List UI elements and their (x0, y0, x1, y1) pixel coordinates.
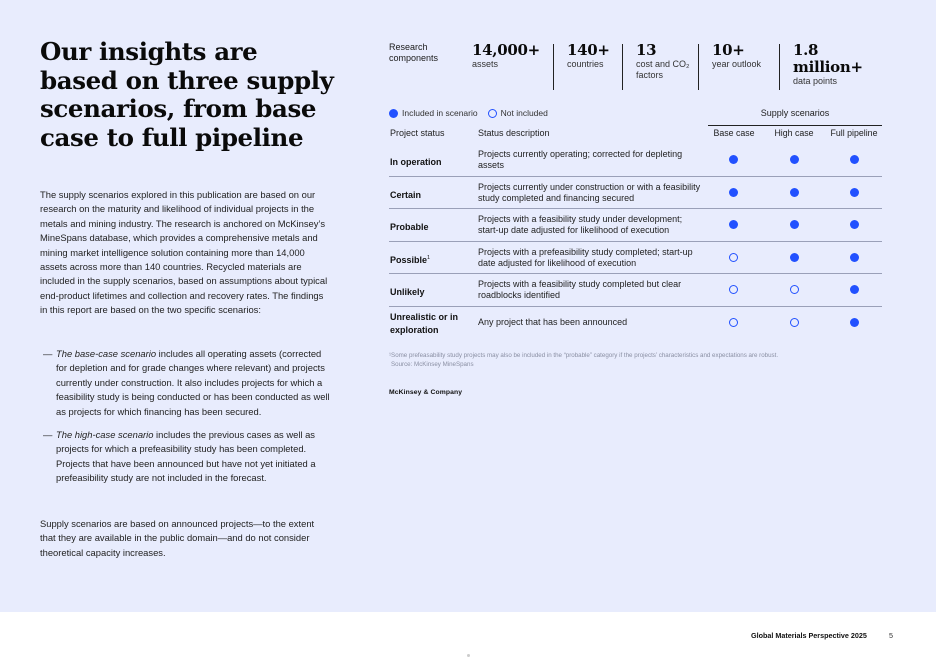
filled-circle-icon (850, 220, 859, 229)
legend-not-included (488, 108, 548, 118)
row-scenario-cell (764, 285, 824, 294)
col-base-case: Base case (713, 128, 755, 138)
filled-circle-icon (850, 188, 859, 197)
row-scenario-cell (703, 253, 763, 262)
row-description: Projects currently operating; corrected for depleting assets (478, 149, 683, 170)
scenario-bullets (40, 347, 332, 495)
stat-number: 14,000+ (472, 41, 540, 59)
row-scenario-cell (764, 155, 824, 164)
row-status (390, 312, 460, 335)
bullet-lead: The base-case scenario (56, 348, 157, 359)
bullet-text: includes the previous cases as well as projects for which a prefeasibility study has been completed. Projects that have been announced but have not yet initiated a prefeasibility study are not included in the forecast. (56, 429, 316, 484)
table-row (389, 273, 882, 305)
stat-countries (567, 42, 610, 70)
row-description: Any project that has been announced (478, 317, 628, 327)
table-row (389, 241, 882, 273)
scenario-header-rule (708, 125, 882, 126)
footnote-block (389, 352, 849, 369)
footer-publication-title: Global Materials Perspective 2025 (751, 631, 867, 640)
legend-included (389, 108, 478, 118)
bullet-lead: The high-case scenario (56, 429, 154, 441)
stat-number: 1.8 million+ (793, 41, 863, 76)
page-marker (467, 654, 470, 657)
row-status-label: In operation (390, 157, 442, 167)
empty-circle-icon (790, 318, 799, 327)
row-scenario-cell (703, 155, 763, 164)
legend-not-included-label: Not included (500, 108, 548, 118)
row-footnote-marker: 1 (427, 255, 431, 261)
table-row (389, 306, 882, 338)
divider (779, 44, 780, 90)
row-scenario-cell (824, 253, 884, 262)
row-status (390, 253, 478, 266)
row-description: Projects with a prefeasibility study completed; start-up date adjusted for likelihood of execution (478, 247, 693, 268)
stat-assets (472, 42, 540, 70)
divider (553, 44, 554, 90)
row-status (390, 155, 478, 168)
footnote: ¹Some prefeasability study projects may also be included in the “probable” category if the projects’ characteristics and expectations are robust. (389, 352, 779, 359)
row-scenario-cell (764, 188, 824, 197)
table-row (389, 208, 882, 240)
stat-number: 13 (636, 41, 657, 59)
row-status (390, 285, 478, 298)
row-scenario-cell (824, 318, 884, 327)
row-scenario-cell (703, 220, 763, 229)
page-title: Our insights are based on three supply scenarios, from base case to full pipeline (40, 37, 334, 152)
filled-circle-icon (729, 188, 738, 197)
stat-label: year outlook (712, 59, 762, 69)
row-scenario-cell (824, 220, 884, 229)
closing-paragraph: Supply scenarios are based on announced projects—to the extent that they are available in the public domain—and do not consider theoretical capacity increases. (40, 518, 315, 558)
empty-circle-icon (729, 285, 738, 294)
divider (622, 44, 623, 90)
empty-circle-icon (790, 285, 799, 294)
filled-circle-icon (790, 155, 799, 164)
bullet-dash: — (43, 348, 53, 359)
row-description: Projects with a feasibility study completed but clear roadblocks identified (478, 279, 682, 300)
col-project-status: Project status (390, 128, 445, 138)
filled-circle-icon (850, 318, 859, 327)
filled-circle-icon (790, 253, 799, 262)
stat-label: assets (472, 59, 499, 69)
filled-circle-icon (790, 220, 799, 229)
bullet-base-case (40, 347, 332, 419)
row-status-label: Possible (390, 255, 428, 265)
bullet-high-case (40, 428, 332, 486)
stat-label: countries (567, 59, 604, 69)
filled-circle-icon (729, 220, 738, 229)
divider (698, 44, 699, 90)
row-scenario-cell (824, 155, 884, 164)
filled-circle-icon (850, 155, 859, 164)
intro-paragraph: The supply scenarios explored in this publication are based on our research on the maturity and likelihood of individual projects in the metals and mining industry. The research is anchored on McKinsey’s MineSpans database, which provides a comprehensive metals and mining market intelligence solution containing more than 14,000 assets across more than 140 countries. Recycled materials are included in the supply scenarios, based on assumptions about typical end-product lifetimes and collection and recovery rates. The findings in this report are based on the two specific scenarios: (40, 189, 328, 316)
legend-included-label: Included in scenario (402, 108, 478, 118)
filled-circle-icon (850, 285, 859, 294)
row-status-label: Certain (390, 190, 422, 200)
row-status-label: Unlikely (390, 287, 425, 297)
filled-circle-icon (850, 253, 859, 262)
col-full-pipeline: Full pipeline (830, 128, 878, 138)
col-high-case: High case (774, 128, 814, 138)
stat-factors (636, 42, 698, 81)
page-number: 5 (889, 631, 893, 640)
filled-circle-icon (790, 188, 799, 197)
row-scenario-cell (764, 318, 824, 327)
legend (389, 108, 558, 118)
table-row (389, 144, 882, 176)
row-description: Projects with a feasibility study under development; start-up date adjusted for likelihood of execution (478, 214, 683, 235)
row-status (390, 220, 478, 233)
row-scenario-cell (824, 188, 884, 197)
brand-credit: McKinsey & Company (389, 389, 463, 396)
stat-label: cost and CO₂ factors (636, 59, 690, 80)
filled-circle-icon (389, 109, 398, 118)
empty-circle-icon (488, 109, 497, 118)
bullet-text: includes all operating assets (corrected for depletion and for grade changes where relevant) and projects currently under construction. It also includes projects for which a feasibility study is being conducted or has been conducted as well as projects for which financing has been secured. (56, 348, 330, 417)
row-scenario-cell (703, 318, 763, 327)
stat-data-points (793, 42, 884, 87)
empty-circle-icon (729, 318, 738, 327)
stat-outlook (712, 42, 761, 70)
row-scenario-cell (764, 220, 824, 229)
bullet-dash: — (43, 429, 53, 441)
row-description: Projects currently under construction or with a feasibility study completed and financing secured (478, 182, 701, 203)
row-status (390, 188, 478, 201)
row-status-label: Unrealistic or in exploration (390, 312, 459, 335)
row-scenario-cell (703, 285, 763, 294)
stat-number: 10+ (712, 41, 745, 59)
empty-circle-icon (729, 253, 738, 262)
row-scenario-cell (703, 188, 763, 197)
row-scenario-cell (824, 285, 884, 294)
table-row (389, 176, 882, 208)
stat-label: data points (793, 76, 838, 86)
filled-circle-icon (729, 155, 738, 164)
research-components-strip (389, 42, 884, 90)
supply-scenarios-header: Supply scenarios (760, 108, 830, 118)
row-status-label: Probable (390, 222, 429, 232)
stats-label: Research components (389, 42, 439, 63)
row-scenario-cell (764, 253, 824, 262)
source-note: Source: McKinsey MineSpans (391, 360, 474, 368)
stat-number: 140+ (567, 41, 610, 59)
col-status-description: Status description (478, 128, 550, 138)
